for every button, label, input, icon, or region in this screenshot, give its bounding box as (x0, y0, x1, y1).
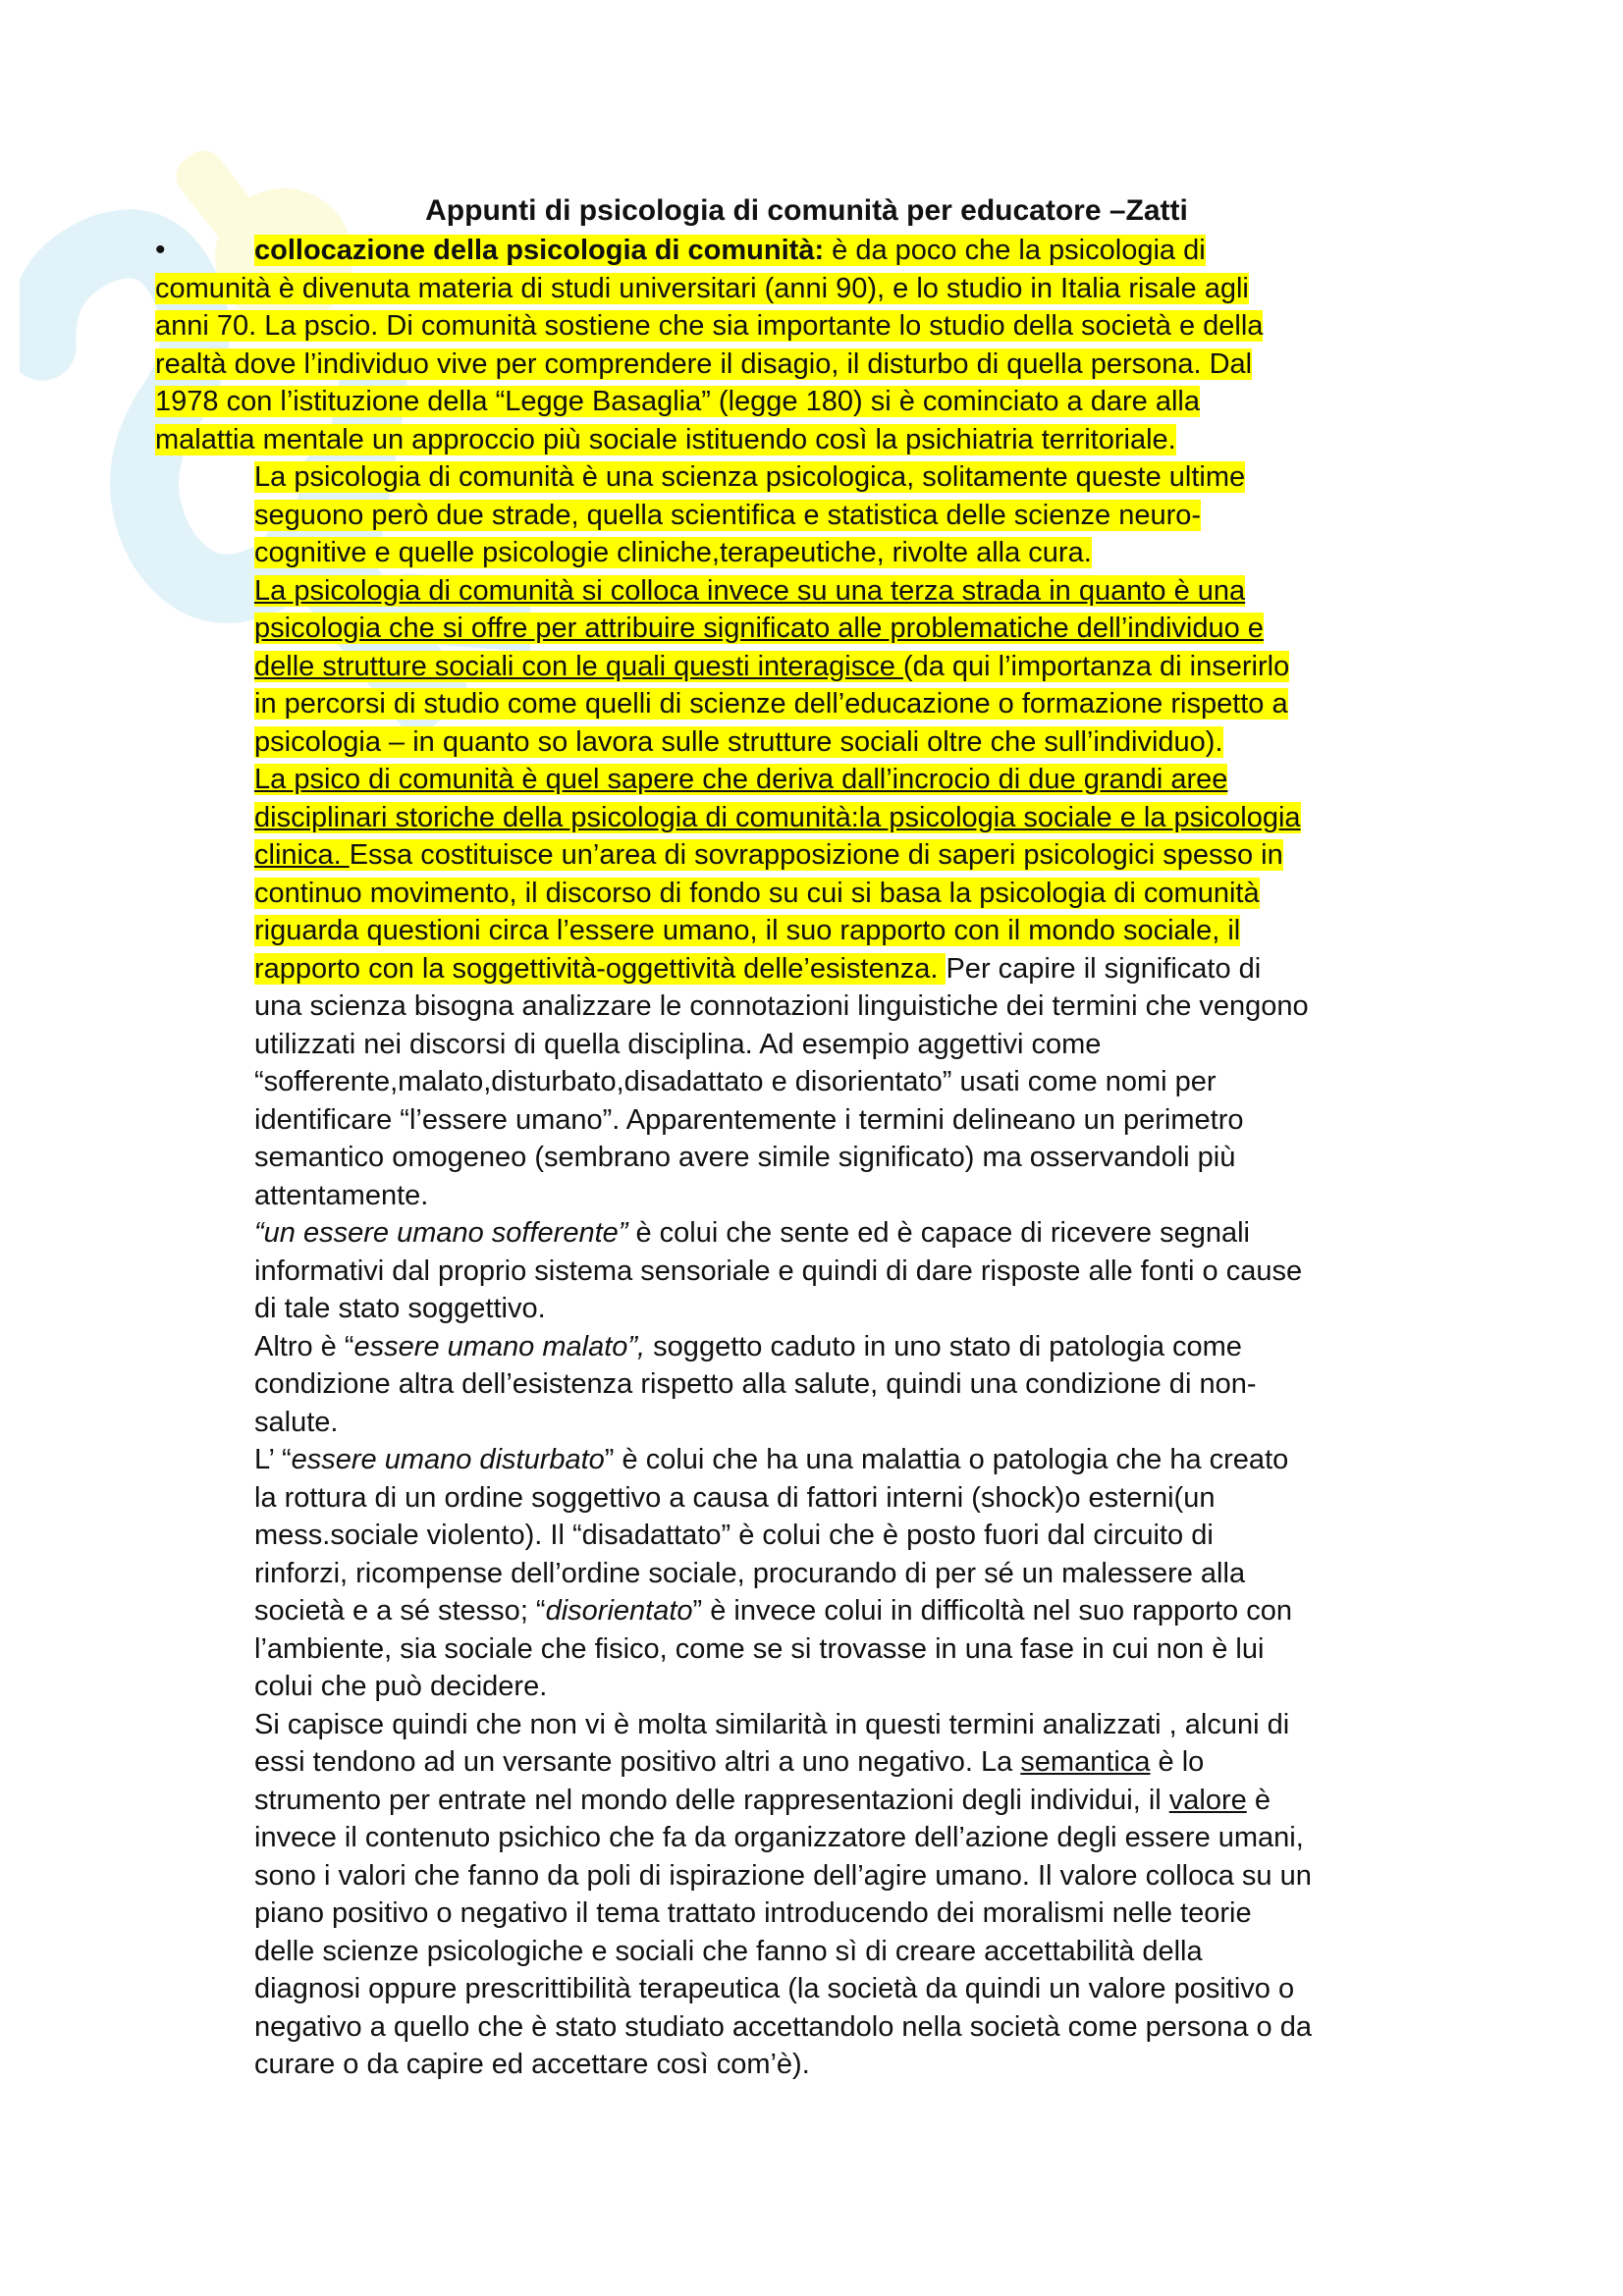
text-segment: di tale stato soggettivo. (254, 1293, 546, 1324)
text-segment: identificare “l’essere umano”. Apparentemente i termini delineano un perimetro (254, 1103, 1244, 1136)
text-segment: Si capisce quindi che non vi è molta similarità in questi termini analizzati , alcuni di (254, 1708, 1290, 1740)
text-segment: Per capire il significato di (946, 952, 1262, 985)
text-line (254, 458, 1482, 497)
text-segment: realtà dove l’individuo vive per comprendere il disagio, il disturbo di quella persona. Dal (155, 347, 1253, 380)
text-line (254, 1063, 1482, 1101)
text-line (155, 346, 1481, 384)
text-line (254, 1592, 1482, 1630)
text-segment: è da poco che la psicologia di (824, 235, 1206, 266)
text-segment: anni 70. La pscio. Di comunità sostiene che sia importante lo studio della società e della (155, 310, 1264, 342)
text-segment: salute. (254, 1406, 339, 1438)
text-segment: ” è colui che ha una malattia o patologia che ha creato (604, 1444, 1289, 1475)
text-line (254, 1743, 1482, 1782)
text-segment: informativi dal proprio sistema sensoriale e quindi di dare risposte alle fonti o cause (254, 1255, 1303, 1287)
text-line (254, 1139, 1482, 1177)
text-segment: Altro è “ (254, 1330, 354, 1362)
text-segment: riguarda questioni circa l’essere umano, il suo rapporto con il mondo sociale, il (254, 915, 1241, 946)
text-segment: psicologia – in quanto so lavora sulle strutture sociali oltre che sull’individuo). (254, 725, 1223, 758)
text-segment: soggetto caduto in uno stato di patologia come (645, 1330, 1242, 1362)
text-segment: in percorsi di studio come quelli di scienze dell’educazione o formazione rispetto a (254, 688, 1288, 720)
text-segment: cognitive e quelle psicologie cliniche,terapeutiche, rivolte alla cura. (254, 537, 1092, 568)
text-line (155, 307, 1481, 346)
text-line (254, 912, 1482, 950)
text-line (254, 1668, 1482, 1706)
text-line (254, 1404, 1482, 1442)
text-line (254, 988, 1482, 1026)
text-line (155, 232, 1481, 270)
text-segment: rinforzi, ricompense dell’ordine sociale, procurando di per sé un malessere alla (254, 1557, 1246, 1589)
text-line (254, 497, 1482, 535)
text-segment: disciplinari storiche della psicologia di comunità:la psicologia sociale e la psicologia (254, 801, 1301, 833)
text-segment: strumento per entrate nel mondo delle rappresentazioni degli individui, il (254, 1784, 1169, 1816)
text-segment: semantica (1020, 1746, 1151, 1778)
text-line (254, 1857, 1482, 1896)
text-segment: utilizzati nei discorsi di quella disciplina. Ad esempio aggettivi come (254, 1028, 1102, 1060)
text-segment: “sofferente,malato,disturbato,disadattato e disorientato” usati come nomi per (254, 1066, 1217, 1097)
text-line (254, 1253, 1482, 1291)
text-line (254, 1214, 1482, 1253)
text-line (254, 1555, 1482, 1593)
bullet-icon: • (155, 234, 166, 266)
text-line (254, 1441, 1482, 1479)
text-line (254, 2046, 1482, 2084)
text-segment: malattia mentale un approccio più sociale istituendo così la psichiatria territoriale. (155, 423, 1176, 455)
text-line (254, 1970, 1482, 2008)
text-line (254, 1706, 1482, 1744)
text-line (254, 1177, 1482, 1215)
text-segment: ” è invece colui in difficoltà nel suo rapporto con (692, 1595, 1292, 1627)
text-segment: essere umano malato”, (353, 1330, 646, 1362)
text-segment: continuo movimento, il discorso di fondo su cui si basa la psicologia di comunità (254, 877, 1260, 909)
text-line (254, 1290, 1482, 1328)
text-line (155, 270, 1481, 308)
text-line (155, 383, 1481, 421)
text-line (254, 648, 1482, 686)
text-segment: “un essere umano sofferente” (254, 1217, 628, 1249)
text-line (254, 1101, 1482, 1140)
text-segment: valore (1168, 1784, 1247, 1816)
text-line (254, 1819, 1482, 1857)
text-segment: semantico omogeneo (sembrano avere simile significato) ma osservandoli più (254, 1142, 1236, 1173)
text-line (254, 1630, 1482, 1669)
section-body (254, 458, 1482, 2084)
text-segment: Essa costituisce un’area di sovrapposizione di saperi psicologici spesso in (349, 839, 1283, 871)
text-line (254, 761, 1482, 799)
text-line (254, 1026, 1482, 1064)
text-line (254, 1517, 1482, 1555)
text-segment: essere umano disturbato (291, 1444, 605, 1475)
text-segment: la rottura di un ordine soggettivo a causa di fattori interni (shock)o esterni(un (254, 1481, 1216, 1514)
text-segment: curare o da capire ed accettare così com’è). (254, 2049, 810, 2080)
text-segment: condizione altra dell’esistenza rispetto alla salute, quindi una condizione di non- (254, 1368, 1257, 1400)
text-line (254, 610, 1482, 648)
text-segment: invece il contenuto psichico che fa da organizzatore dell’azione degli essere umani, (254, 1822, 1304, 1853)
text-segment: è lo (1150, 1746, 1205, 1778)
section-collocazione (155, 232, 1481, 458)
text-line (254, 1365, 1482, 1404)
text-line (254, 1782, 1482, 1820)
text-line (254, 1479, 1482, 1518)
text-line (254, 1895, 1482, 1933)
text-segment: delle strutture sociali con le quali questi interagisce (254, 650, 903, 682)
text-segment: è (1246, 1784, 1271, 1816)
text-segment: mess.sociale violento). Il “disadattato” è colui che è posto fuori dal circuito di (254, 1520, 1214, 1551)
text-line (254, 1328, 1482, 1366)
text-segment: negativo a quello che è stato studiato accettandolo nella società come persona o da (254, 2010, 1312, 2043)
text-segment: La psicologia di comunità si colloca invece su una terza strada in quanto è una (254, 574, 1246, 607)
text-segment: rapporto con la soggettività-oggettività delle’esistenza. (254, 952, 947, 985)
text-segment: 1978 con l’istituzione della “Legge Basaglia” (legge 180) si è cominciato a dare alla (155, 386, 1200, 417)
text-line (254, 1933, 1482, 1971)
text-segment: l’ambiente, sia sociale che fisico, come se si trovasse in una fase in cui non è lui (254, 1632, 1265, 1665)
text-segment: sono i valori che fanno da poli di ispirazione dell’agire umano. Il valore colloca su un (254, 1859, 1312, 1892)
text-line (254, 875, 1482, 913)
text-segment: attentamente. (254, 1179, 429, 1211)
text-segment: delle scienze psicologiche e sociali che fanno sì di creare accettabilità della (254, 1935, 1203, 1967)
text-segment: è colui che sente ed è capace di ricevere segnali (627, 1217, 1250, 1249)
text-segment: diagnosi oppure prescrittibilità terapeutica (la società da quindi un valore positivo o (254, 1973, 1295, 2004)
text-segment: comunità è divenuta materia di studi universitari (anni 90), e lo studio in Italia risale agli (155, 272, 1249, 304)
text-segment: clinica. (254, 839, 350, 871)
text-line (254, 534, 1482, 572)
text-segment: La psico di comunità è quel sapere che deriva dall’incrocio di due grandi aree (254, 764, 1228, 795)
text-line (155, 421, 1481, 459)
text-segment: (da qui l’importanza di inserirlo (902, 650, 1290, 682)
text-segment: essi tendono ad un versante positivo altri a uno negativo. La (254, 1746, 1021, 1778)
document-title: Appunti di psicologia di comunità per educatore –Zatti (425, 194, 1188, 227)
text-line (254, 950, 1482, 988)
text-segment: psicologia che si offre per attribuire significato alle problematiche dell’individuo e (254, 613, 1264, 644)
text-segment: seguono però due strade, quella scientifica e statistica delle scienze neuro- (254, 499, 1202, 531)
text-line (254, 723, 1482, 762)
text-segment: colui che può decidere. (254, 1671, 548, 1702)
text-line (254, 836, 1482, 875)
text-segment: una scienza bisogna analizzare le connotazioni linguistiche dei termini che vengono (254, 990, 1309, 1022)
text-segment: La psicologia di comunità è una scienza psicologica, solitamente queste ultime (254, 461, 1246, 493)
text-line (254, 572, 1482, 611)
text-segment: piano positivo o negativo il tema trattato introducendo dei moralismi nelle teorie (254, 1897, 1252, 1929)
text-line (254, 799, 1482, 837)
text-line (254, 685, 1482, 723)
text-line (254, 2008, 1482, 2047)
text-segment: L’ “ (254, 1444, 292, 1475)
text-segment: società e a sé stesso; “ (254, 1595, 546, 1627)
text-segment: disorientato (545, 1595, 693, 1627)
text-segment: collocazione della psicologia di comunità: (254, 235, 825, 266)
